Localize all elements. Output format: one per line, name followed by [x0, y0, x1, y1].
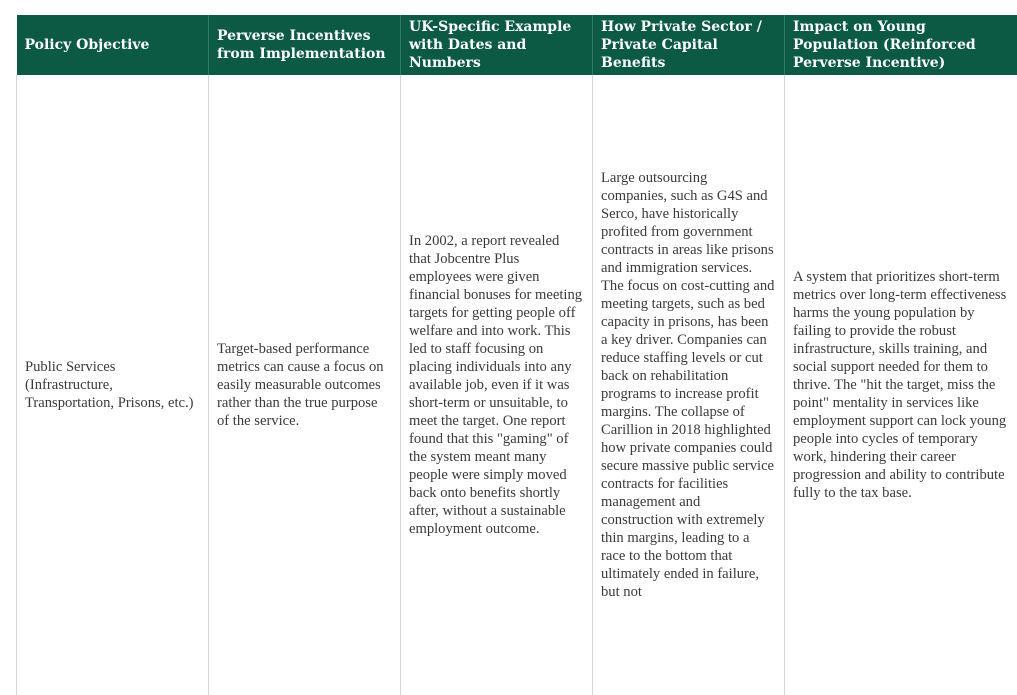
header-private-benefit: How Private Sector / Private Capital Benefits — [593, 15, 785, 75]
cell-youth-impact — [785, 75, 1017, 695]
cell-text: A system that prioritizes short-term metrics over long-term effectiveness harms the young population by failing to provide the robust infrastructure, skills training, and social support needed for them to thrive. The "hit the target, miss the point" mentality in services like employment support can lock young people into cycles of temporary work, hindering their career progression and ability to contribute fully to the tax base. — [793, 269, 1007, 501]
header-youth-impact: Impact on Young Population (Reinforced Perverse Incentive) — [785, 15, 1017, 75]
policy-table — [16, 15, 1017, 695]
cell-text: Large outsourcing companies, such as G4S and Serco, have historically profited from government contracts in areas like prisons and immigration services. The focus on cost-cutting and meeting targets, such as bed capacity in prisons, has been a key driver. Companies can reduce staffing levels or cut back on rehabilitation programs to increase profit margins. The collapse of Carillion in 2018 highlighted how private companies could secure massive public service contracts for facilities management and construction with extremely thin margins, leading to a race to the bottom that ultimately ended in failure, but not — [601, 170, 775, 600]
cell-uk-example — [401, 75, 593, 695]
cell-private-benefit — [593, 75, 785, 695]
cell-text: Target-based performance metrics can cause a focus on easily measurable outcomes rather than the true purpose of the service. — [217, 341, 384, 429]
cell-text: In 2002, a report revealed that Jobcentre Plus employees were given financial bonuses for meeting targets for getting people off welfare and into work. This led to staff focusing on placing individuals into any available job, even if it was short-term or unsuitable, to meet the target. One report found that this "gaming" of the system meant many people were simply moved back onto benefits shortly after, without a sustainable employment outcome. — [409, 233, 583, 537]
header-policy-objective: Policy Objective — [17, 15, 209, 75]
cell-policy-objective — [17, 75, 209, 695]
table-row — [17, 75, 1017, 695]
cell-text: Public Services (Infrastructure, Transportation, Prisons, etc.) — [25, 359, 194, 411]
cell-perverse-incentives — [209, 75, 401, 695]
table-header — [17, 15, 1017, 75]
table-body — [17, 75, 1017, 695]
header-uk-example: UK-Specific Example with Dates and Numbers — [401, 15, 593, 75]
header-perverse-incentives: Perverse Incentives from Implementation — [209, 15, 401, 75]
header-row — [17, 15, 1017, 75]
